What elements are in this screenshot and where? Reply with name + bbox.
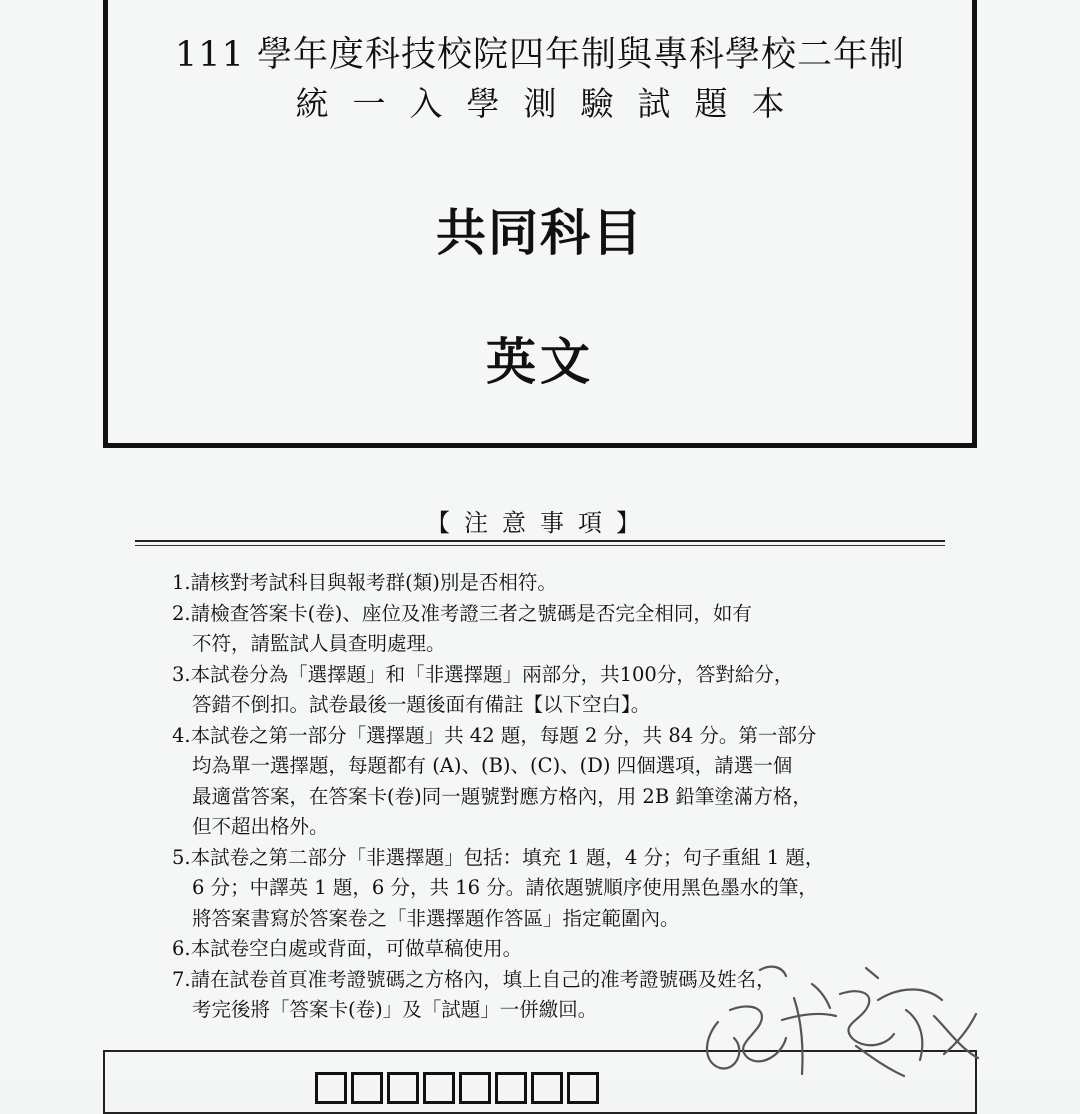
notice-divider xyxy=(135,540,945,542)
admission-number-cell[interactable] xyxy=(531,1072,563,1104)
notice-line: 最適當答案，在答案卡(卷)同一題號對應方格內，用 2B 鉛筆塗滿方格， xyxy=(192,784,812,808)
notice-item xyxy=(172,721,917,843)
notice-line: 2.請檢查答案卡(卷)、座位及准考證三者之號碼是否完全相同，如有 xyxy=(172,601,752,625)
admission-number-cell[interactable] xyxy=(495,1072,527,1104)
notice-item xyxy=(172,568,917,599)
notice-item xyxy=(172,599,917,660)
notice-line: 均為單一選擇題，每題都有 (A)、(B)、(C)、(D) 四個選項，請選一個 xyxy=(192,754,793,777)
exam-title-line1: 111 學年度科技校院四年制與專科學校二年制 xyxy=(175,35,905,75)
admission-number-cell[interactable] xyxy=(459,1072,491,1104)
notice-line: 但不超出格外。 xyxy=(192,815,329,838)
admission-number-cell[interactable] xyxy=(351,1072,383,1104)
notice-heading: 【注意事項】 xyxy=(426,509,654,537)
notice-line: 6 分；中譯英 1 題，6 分，共 16 分。請依題號順序使用黑色墨水的筆， xyxy=(192,876,818,899)
subject-title: 共同科目 xyxy=(436,203,644,262)
notice-item xyxy=(172,660,917,721)
exam-title-line2: 統一入學測驗試題本 xyxy=(295,84,809,123)
notice-divider-thin xyxy=(135,545,945,546)
admission-number-cell[interactable] xyxy=(387,1072,419,1104)
title-box xyxy=(103,0,977,448)
notice-line: 將答案書寫於答案卷之「非選擇題作答區」指定範圍內。 xyxy=(192,906,680,930)
handwritten-signature xyxy=(690,950,990,1090)
language-title: 英文 xyxy=(486,332,594,391)
admission-number-cell[interactable] xyxy=(423,1072,455,1104)
notice-line: 不符，請監試人員查明處理。 xyxy=(192,632,446,655)
admission-number-cell[interactable] xyxy=(567,1072,599,1104)
notice-line: 4.本試卷之第一部分「選擇題」共 42 題，每題 2 分，共 84 分。第一部分 xyxy=(172,723,817,747)
notice-line: 1.請核對考試科目與報考群(類)別是否相符。 xyxy=(172,571,557,594)
notice-line: 6.本試卷空白處或背面，可做草稿使用。 xyxy=(172,937,523,960)
notice-line: 考完後將「答案卡(卷)」及「試題」一併繳回。 xyxy=(192,998,598,1021)
notice-line: 3.本試卷分為「選擇題」和「非選擇題」兩部分，共100分，答對給分， xyxy=(172,662,794,686)
notice-line: 5.本試卷之第二部分「非選擇題」包括：填充 1 題，4 分；句子重組 1 題， xyxy=(172,845,825,869)
admission-number-cells xyxy=(315,1072,603,1104)
notice-line: 答錯不倒扣。試卷最後一題後面有備註【以下空白】。 xyxy=(192,693,651,716)
notice-line: 7.請在試卷首頁准考證號碼之方格內，填上自己的准考證號碼及姓名， xyxy=(172,967,776,991)
admission-number-cell[interactable] xyxy=(315,1072,347,1104)
notice-item xyxy=(172,843,917,935)
